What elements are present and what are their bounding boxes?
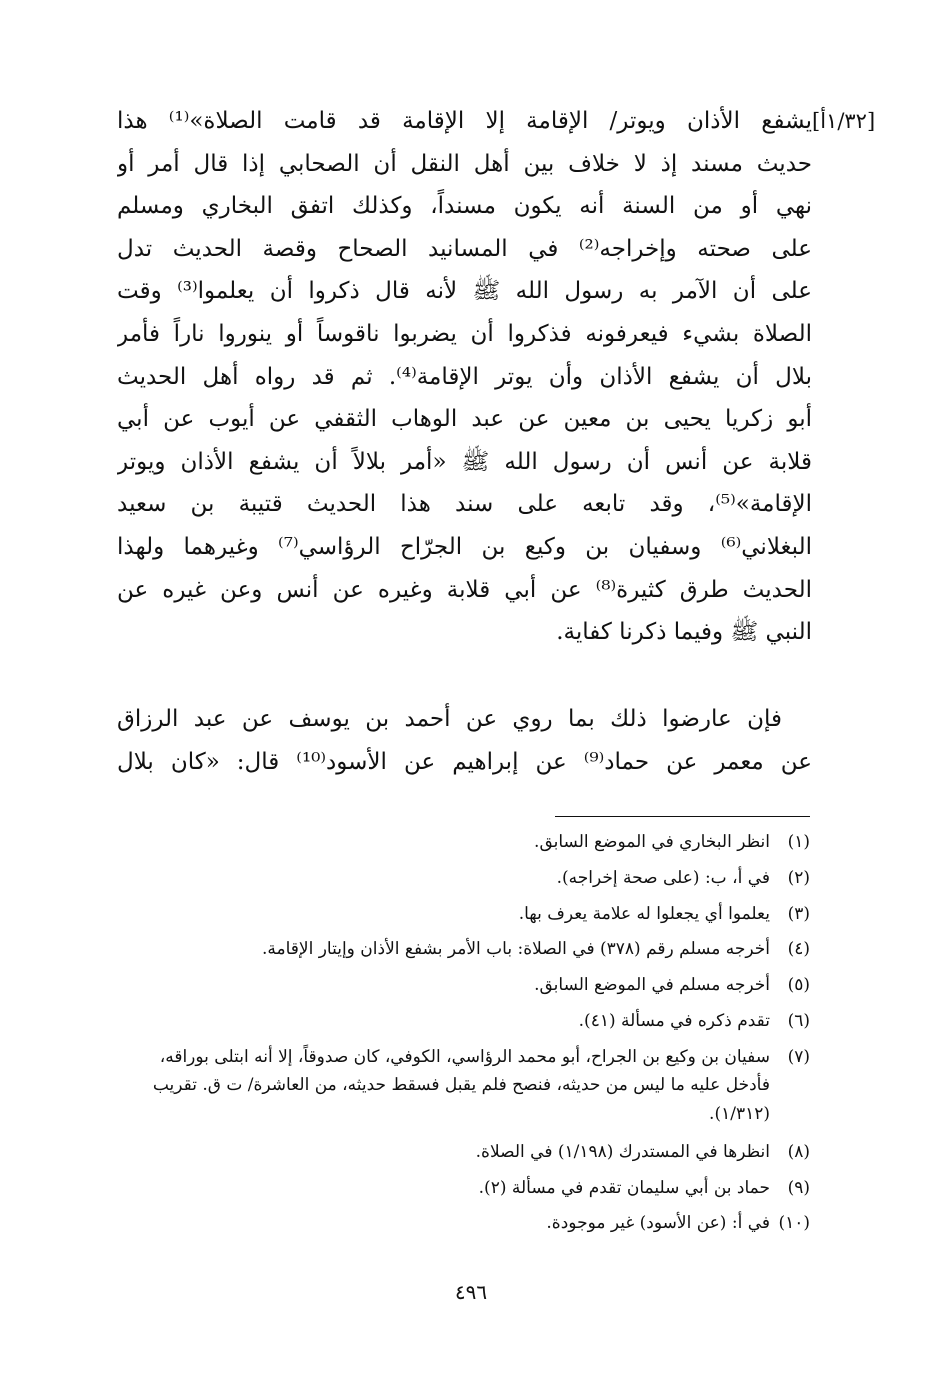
footnotes (130, 828, 810, 1245)
footnote (130, 900, 810, 936)
main-paragraph (117, 100, 812, 654)
footnote-number: (٩) (787, 1177, 810, 1198)
footnote-number: (٦) (787, 1010, 810, 1031)
footnote-number: (٣) (787, 903, 810, 924)
footnote (130, 935, 810, 971)
footnote (130, 828, 810, 864)
footnote-number: (٤) (787, 939, 810, 960)
footnote (130, 864, 810, 900)
footnote-separator (555, 816, 810, 817)
footnote (130, 971, 810, 1007)
text-line: عن معمر عن حماد⁽⁹⁾ عن إبراهيم عن الأسود⁽¹⁰⁾ قال: «كان بلال (117, 748, 812, 775)
footnote-text: حماد بن أبي سليمان تقدم في مسألة (٢). (478, 1177, 770, 1198)
text-line: نهي أو من السنة أنه يكون مسنداً، وكذلك اتفق البخاري ومسلم (117, 193, 812, 220)
text-line: يشفع الأذان ويوتر/ الإقامة إلا الإقامة قد قامت الصلاة»⁽¹⁾ هذا (117, 108, 812, 134)
second-paragraph (117, 698, 812, 783)
text-line: الحديث طرق كثيرة⁽⁸⁾ عن أبي قلابة وغيره عن أنس وعن غيره عن (117, 576, 812, 603)
text-line: على أن الآمر به رسول الله ﷺ لأنه قال ذكروا أن يعلموا⁽³⁾ وقت (117, 278, 812, 305)
footnote-number: (٢) (787, 867, 810, 888)
footnote-text: تقدم ذكره في مسألة (٤١). (578, 1010, 770, 1031)
footnote (130, 1043, 810, 1138)
text-line: أبو زكريا يحيى بن معين عن عبد الوهاب الثقفي عن أيوب عن أبي (117, 406, 812, 433)
text-line: قلابة عن أنس أن رسول الله ﷺ «أمر بلالاً أن يشفع الأذان ويوتر (117, 448, 812, 475)
footnote-text: أخرجه مسلم رقم (٣٧٨) في الصلاة: باب الأمر بشفع الأذان وإيتار الإقامة. (261, 939, 770, 960)
margin-reference: [١/٣٢أ] (812, 109, 876, 133)
footnote-number: (١) (787, 832, 810, 852)
footnote-text: انظر البخاري في الموضع السابق. (534, 832, 770, 852)
footnote-text: في أ، ب: (على صحة إخراجه). (556, 867, 770, 888)
footnote-text: أخرجه مسلم في الموضع السابق. (534, 975, 770, 996)
footnote-text: يعلموا أي يجعلوا له علامة يعرف بها. (518, 903, 770, 924)
footnote-number: (٥) (787, 975, 810, 996)
page-number: ٤٩٦ (454, 1280, 488, 1304)
footnote (130, 1138, 810, 1174)
footnote (130, 1174, 810, 1210)
footnote-text: سفيان بن وكيع بن الجراح، أبو محمد الرؤاسي، الكوفي، كان صدوقاً، إلا أنه ابتلى بوراقه، فأدخل عليه ما ليس من حديثه، فنصح فلم يقبل فسقط حديثه، من العاشرة/ ت ق. تقريب (١/٣١٢). (152, 1046, 770, 1124)
text-line: الإقامة»⁽⁵⁾، وقد تابعه على سند هذا الحديث قتيبة بن سعيد (117, 491, 812, 518)
footnote-number: (١٠) (778, 1213, 810, 1234)
footnote-number: (٨) (787, 1141, 810, 1162)
footnote-number: (٧) (787, 1046, 810, 1067)
text-line: بلال أن يشفع الأذان وأن يوتر الإقامة⁽⁴⁾. ثم قد رواه أهل الحديث (117, 363, 812, 390)
text-line: الصلاة بشيء فيعرفونه فذكروا أن يضربوا ناقوساً أو ينوروا ناراً فأمر (117, 320, 812, 347)
footnote-text: في أ: (عن الأسود) غير موجودة. (546, 1213, 770, 1234)
footnote-text: انظرها في المستدرك (١/١٩٨) في الصلاة. (475, 1141, 770, 1162)
footnote (130, 1209, 810, 1245)
footnote (130, 1007, 810, 1043)
text-line: حديث مسند إذ لا خلاف بين أهل النقل أن الصحابي إذا قال أمر أو (117, 150, 812, 177)
text-line: فإن عارضوا ذلك بما روي عن أحمد بن يوسف عن عبد الرزاق (117, 706, 782, 732)
text-line: على صحته وإخراجه⁽²⁾ في المسانيد الصحاح وقصة الحديث تدل (117, 235, 812, 262)
text-line: النبي ﷺ وفيما ذكرنا كفاية. (556, 619, 812, 646)
text-line: البغلاني⁽⁶⁾ وسفيان بن وكيع بن الجرّاح الرؤاسي⁽⁷⁾ وغيرهما ولهذا (117, 533, 812, 560)
